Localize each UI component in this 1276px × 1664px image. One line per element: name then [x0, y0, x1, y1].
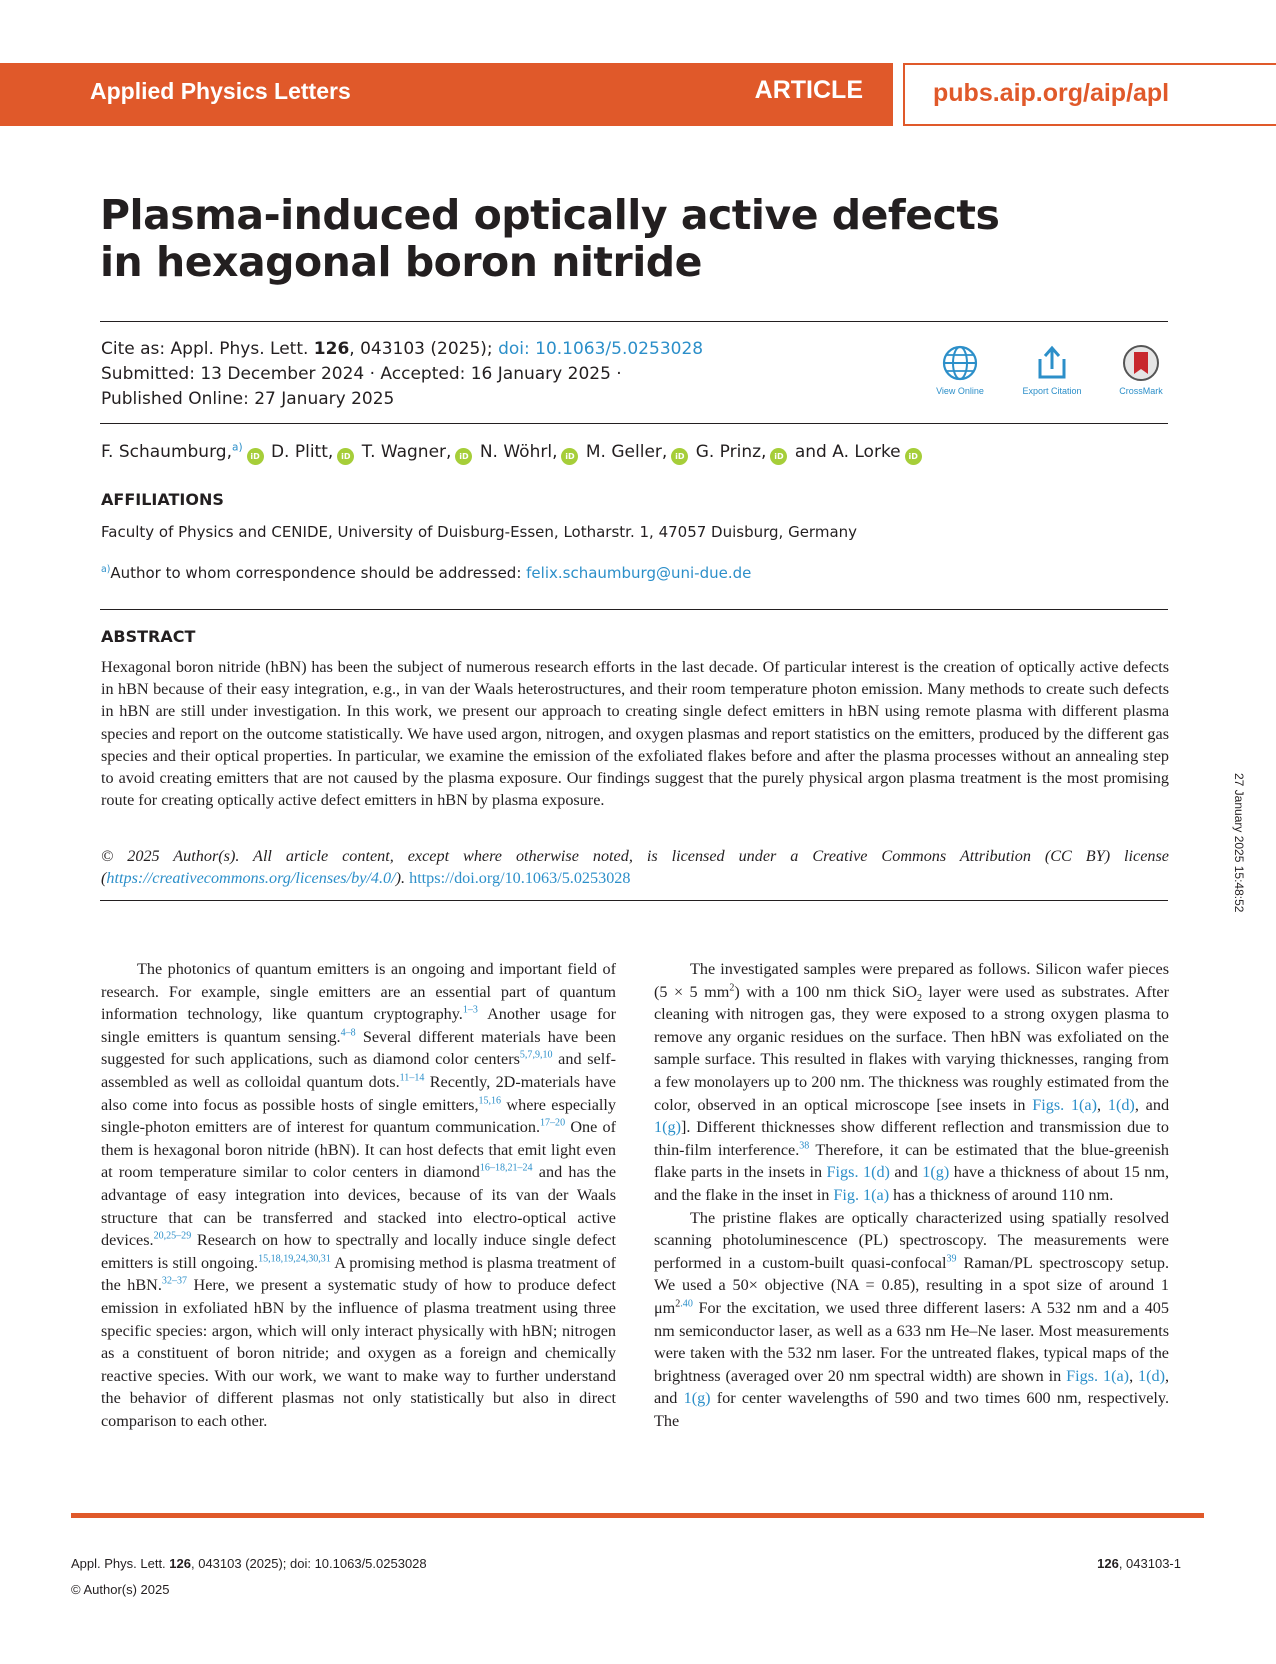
author-name[interactable]: D. Plitt, [270, 442, 334, 462]
body-text: and [889, 1163, 923, 1182]
license-link[interactable]: https://creativecommons.org/licenses/by/4.0/ [106, 869, 396, 888]
body-text: where especially single-photon emitters are of interest for quantum communication. [101, 1095, 616, 1137]
body-text: One of them is hexagonal boron nitride (hBN). It can host defects that emit light even at room temperature similar to color centers in diamond [101, 1118, 617, 1182]
export-icon [1033, 344, 1071, 382]
ref-link[interactable]: 1–3 [462, 1004, 478, 1016]
footer-copyright: © Author(s) 2025 [71, 1582, 170, 1597]
orcid-icon[interactable]: iD [905, 448, 922, 465]
ref-link[interactable]: 20,25–29 [153, 1230, 192, 1242]
orcid-icon[interactable]: iD [561, 448, 578, 465]
abstract-heading: ABSTRACT [101, 627, 196, 646]
site-url-link[interactable]: pubs.aip.org/aip/apl [933, 79, 1170, 107]
body-text: Research on how to spectrally and locally induce single defect emitters is still ongoing. [101, 1231, 616, 1272]
view-online-button[interactable] [915, 344, 1005, 396]
author-name[interactable]: F. Schaumburg, [101, 442, 232, 462]
footer-cite-prefix: Appl. Phys. Lett. [71, 1556, 170, 1571]
corr-label: Author to whom correspondence should be addressed: [110, 564, 527, 582]
footer-cite-volume: 126 [169, 1556, 191, 1571]
view-online-label: View Online [936, 386, 984, 396]
author-name[interactable]: and A. Lorke [794, 442, 901, 462]
page-volume: 126 [1097, 1556, 1119, 1571]
site-url-box [903, 63, 1276, 126]
figure-link[interactable]: Fig. 1(a) [833, 1185, 890, 1204]
orcid-icon[interactable]: iD [337, 448, 354, 465]
body-text: The pristine flakes are optically characterized using spatially resolved scanning photoluminescence (PL) spectroscopy. The measurements were performed in a custom-built quasi-confocal [654, 1208, 1169, 1272]
ref-link[interactable]: 15,16 [478, 1095, 502, 1107]
figure-link[interactable]: 1(d) [1107, 1095, 1135, 1114]
author-note[interactable]: a) [231, 441, 243, 454]
figure-link[interactable]: 1(g) [654, 1118, 681, 1137]
body-text: and self-assembled as well as colloidal quantum dots. [101, 1050, 616, 1091]
body-text: Therefore, it can be estimated that the blue-greenish flake parts in the insets in [654, 1140, 1169, 1182]
license-statement: © 2025 Author(s). All article content, except where otherwise noted, is licensed under a Creative Commons Attribution (CC BY) license ( [101, 847, 1169, 888]
body-text: ]. Different thicknesses show different reflection and transmission due to thin-film interference. [654, 1118, 1169, 1159]
body-text: and has the advantage of easy integration into devices, because of its van der Waals structure that can be transferred and stacked into electro-optical active devices. [101, 1163, 617, 1250]
orcid-icon[interactable]: iD [455, 448, 472, 465]
superscript: 2 [675, 1298, 681, 1310]
abstract-rule [100, 609, 1168, 610]
license-close: ). [395, 869, 410, 888]
author-name[interactable]: M. Geller, [585, 442, 668, 462]
samples-paragraph [654, 958, 1169, 1207]
ref-link[interactable]: 4–8 [340, 1027, 356, 1039]
affiliation-text: Faculty of Physics and CENIDE, University of Duisburg-Essen, Lotharstr. 1, 47057 Duisburg, Germany [101, 523, 858, 541]
title-rule [100, 321, 1168, 322]
doi-link[interactable]: doi: 10.1063/5.0253028 [498, 339, 704, 359]
author-name[interactable]: G. Prinz, [695, 442, 767, 462]
body-rule [100, 900, 1168, 901]
body-text: have a thickness of about 15 nm, and the flake in the inset in [654, 1163, 1169, 1204]
page-suffix: , 043103-1 [1118, 1556, 1181, 1571]
ref-link[interactable]: 17–20 [540, 1117, 566, 1129]
ref-link[interactable]: 39 [946, 1253, 957, 1265]
crossmark-icon [1122, 344, 1160, 382]
author-name[interactable]: N. Wöhrl, [479, 442, 558, 462]
body-text: The investigated samples were prepared as follows. Silicon wafer pieces (5 × 5 mm [654, 960, 1169, 1001]
affiliations-heading: AFFILIATIONS [101, 490, 224, 509]
figure-link[interactable]: 1(g) [922, 1163, 950, 1182]
figure-link[interactable]: 1(g) [683, 1389, 711, 1408]
journal-name[interactable]: Applied Physics Letters [90, 78, 351, 104]
figure-link[interactable]: Figs. 1(a) [1032, 1095, 1098, 1114]
body-text: , and [654, 1366, 1170, 1408]
body-column-right [654, 958, 1169, 1432]
ref-link[interactable]: 32–37 [161, 1275, 187, 1287]
body-text: For the excitation, we used three different lasers: A 532 nm and a 405 nm semiconductor laser, as well as a 633 nm He–Ne laser. Most measurements were taken with the 532 nm laser. For the untreated flakes, typical maps of the brightness (averaged over 20 nm spectral width) are shown in [654, 1298, 1169, 1385]
ref-link[interactable]: .40 [680, 1298, 693, 1310]
title-line-1: Plasma-induced optically active defects [100, 191, 1000, 239]
subscript: 2 [917, 992, 923, 1004]
title-line-2: in hexagonal boron nitride [100, 238, 702, 286]
intro-paragraph [101, 958, 616, 1432]
export-citation-label: Export Citation [1022, 386, 1082, 396]
orcid-icon[interactable]: iD [671, 448, 688, 465]
download-timestamp: 27 January 2025 15:48:52 [1232, 773, 1246, 913]
cite-line [101, 337, 703, 362]
abstract-text: Hexagonal boron nitride (hBN) has been the subject of numerous research efforts in the last decade. Of particular interest is the creation of optically active defects in hBN because of their easy integration, e.g., in van der Waals heterostructures, and their room temperature photon emission. Many methods to create such defects in hBN are still under investigation. In this work, we present our approach to creating single defect emitters in hBN using remote plasma with different plasma species and report on the outcome statistically. We have used argon, nitrogen, and oxygen plasmas and report statistics on the emitters, produced by the different gas species and their optical properties. In particular, we examine the emission of the exfoliated flakes before and after the plasma processes without an annealing step to avoid creating emitters that are not caused by the plasma exposure. Our findings suggest that the purely physical argon plasma treatment is the most promising route for creating optically active defect emitters in hBN by plasma exposure. [101, 658, 1169, 810]
body-text: ) with a 100 nm thick SiO [734, 982, 918, 1001]
corr-email-link[interactable]: felix.schaumburg@uni-due.de [526, 564, 752, 582]
figure-link[interactable]: Figs. 1(a) [1066, 1366, 1130, 1385]
body-text: Several different materials have been suggested for such applications, such as diamond color centers [101, 1027, 616, 1069]
crossmark-button[interactable] [1096, 344, 1186, 396]
article-type: ARTICLE [754, 76, 863, 104]
globe-icon [941, 344, 979, 382]
cite-rule [100, 423, 1168, 424]
characterization-paragraph [654, 1207, 1169, 1433]
footer-citation [71, 1556, 427, 1571]
cite-prefix: Cite as: Appl. Phys. Lett. [101, 339, 314, 359]
body-text: , [1097, 1095, 1108, 1114]
crossmark-label: CrossMark [1119, 386, 1163, 396]
figure-link[interactable]: Figs. 1(d) [826, 1163, 890, 1182]
orcid-icon[interactable]: iD [247, 448, 264, 465]
author-name[interactable]: T. Wagner, [361, 442, 452, 462]
citation-block [101, 337, 703, 412]
body-text: A promising method is plasma treatment of the hBN. [101, 1253, 616, 1295]
correspondence-line [101, 564, 751, 582]
superscript: 2 [729, 982, 735, 994]
body-text: Another usage for single emitters is quantum sensing. [101, 1005, 616, 1046]
footer-rule [71, 1513, 1204, 1518]
body-text: Here, we present a systematic study of how to produce defect emission in exfoliated hBN by the influence of plasma treatment using three specific species: argon, which will only interact physically with hBN; nitrogen as a constituent of boron nitride; and oxygen as a foreign and chemically reactive species. With our work, we want to make way to further understand the behavior of different plasmas not only statistically but also in direct comparison to each other. [101, 1276, 616, 1430]
article-title [100, 192, 1000, 286]
header-bar [0, 63, 893, 126]
ref-link[interactable]: 38 [799, 1140, 810, 1152]
page-number [1097, 1556, 1181, 1571]
corr-mark: a) [101, 564, 111, 575]
license-text [101, 845, 1169, 889]
body-text: , [1129, 1366, 1139, 1385]
body-text: Recently, 2D-materials have also come into focus as possible hosts of single emitters, [101, 1072, 616, 1114]
ref-link[interactable]: 11–14 [399, 1072, 425, 1084]
cite-suffix: , 043103 (2025); [349, 339, 499, 359]
published-line: Published Online: 27 January 2025 [101, 389, 395, 409]
cite-volume: 126 [313, 339, 350, 359]
orcid-icon[interactable]: iD [770, 448, 787, 465]
ref-link[interactable]: 16–18,21–24 [479, 1162, 533, 1174]
article-doi-link[interactable]: https://doi.org/10.1063/5.0253028 [409, 869, 631, 888]
figure-link[interactable]: 1(d) [1138, 1366, 1165, 1385]
body-text: The photonics of quantum emitters is an ongoing and important field of research. For example, single emitters are an essential part of quantum information technology, like quantum cryptography. [101, 960, 616, 1024]
ref-link[interactable]: 15,18,19,24,30,31 [258, 1253, 331, 1265]
author-list [101, 442, 924, 465]
submitted-line: Submitted: 13 December 2024 · Accepted: 16 January 2025 · [101, 364, 622, 384]
body-text: has a thickness of around 110 nm. [889, 1185, 1114, 1204]
body-text: for center wavelengths of 590 and two times 600 nm, respectively. The [654, 1389, 1169, 1430]
footer-cite-suffix: , 043103 (2025); doi: 10.1063/5.0253028 [190, 1556, 427, 1571]
journal-header [0, 63, 1276, 126]
body-column-left [101, 958, 616, 1432]
body-text: Raman/PL spectroscopy setup. We used a 50× objective (NA = 0.85), resulting in a spot size of around 1 μm [654, 1253, 1169, 1317]
export-citation-button[interactable] [1007, 344, 1097, 396]
ref-link[interactable]: 5,7,9,10 [519, 1049, 553, 1061]
body-text: layer were used as substrates. After cleaning with nitrogen gas, they were exposed to a strong oxygen plasma to remove any organic residues on the surface. Then hBN was exfoliated on the sample surface. This resulted in flakes with varying thicknesses, ranging from a few monolayers up to 200 nm. The thickness was roughly estimated from the color, observed in an optical microscope [see insets in [654, 982, 1169, 1114]
body-text: , and [1134, 1095, 1170, 1114]
